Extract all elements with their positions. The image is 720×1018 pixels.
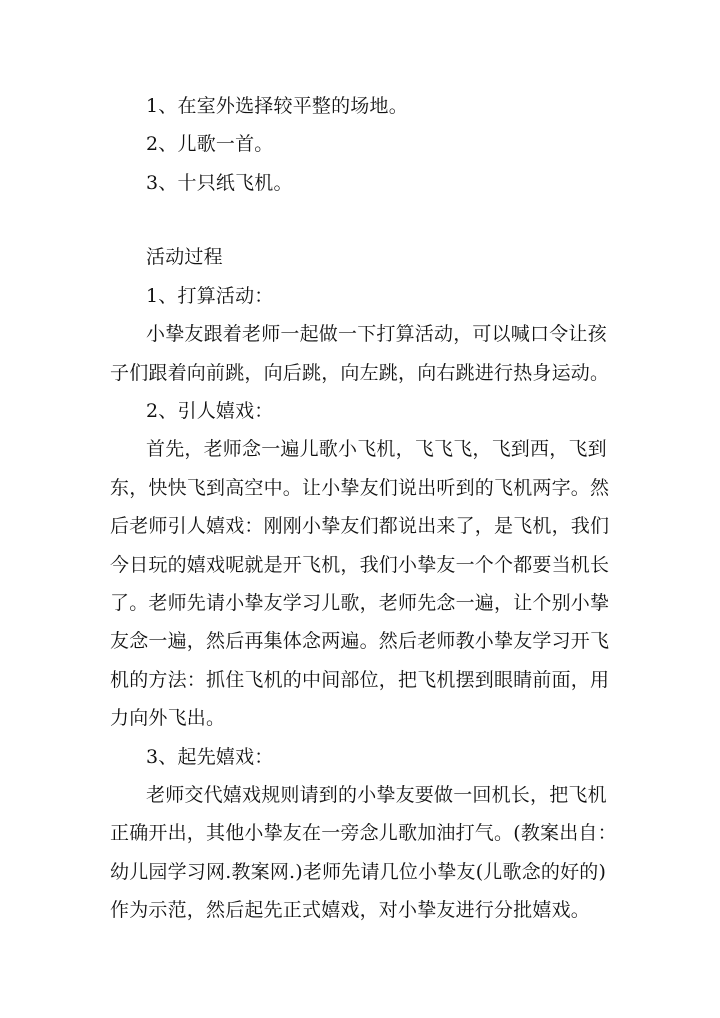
step2-line-4: 今日玩的嬉戏呢就是开飞机，我们小挚友一个个都要当机长: [110, 554, 610, 576]
material-item-3: 3、十只纸飞机。: [146, 172, 293, 194]
step2-line-5: 了。老师先请小挚友学习儿歌，老师先念一遍，让个别小挚: [110, 592, 610, 614]
step2-line-1: 首先，老师念一遍儿歌小飞机，飞飞飞，飞到西，飞到: [146, 438, 607, 460]
step3-line-1: 老师交代嬉戏规则请到的小挚友要做一回机长，把飞机: [146, 784, 607, 806]
step3-title: 3、起先嬉戏：: [146, 746, 274, 768]
step1-title: 1、打算活动：: [146, 285, 274, 307]
step3-line-2: 正确开出，其他小挚友在一旁念儿歌加油打气。(教案出自：: [110, 822, 617, 844]
step2-line-7: 机的方法：抓住飞机的中间部位，把飞机摆到眼睛前面，用: [110, 669, 610, 691]
step1-line-1: 小挚友跟着老师一起做一下打算活动，可以喊口令让孩: [146, 323, 607, 345]
step2-line-6: 友念一遍，然后再集体念两遍。然后老师教小挚友学习开飞: [110, 630, 610, 652]
material-item-1: 1、在室外选择较平整的场地。: [146, 95, 408, 117]
step2-line-3: 后老师引人嬉戏：刚刚小挚友们都说出来了，是飞机，我们: [110, 515, 610, 537]
step2-title: 2、引人嬉戏：: [146, 400, 274, 422]
process-heading: 活动过程: [146, 246, 223, 268]
step1-line-2: 子们跟着向前跳，向后跳，向左跳，向右跳进行热身运动。: [110, 362, 610, 384]
material-item-2: 2、儿歌一首。: [146, 133, 274, 155]
step2-line-8: 力向外飞出。: [110, 707, 226, 729]
step3-line-3: 幼儿园学习网.教案网.)老师先请几位小挚友(儿歌念的好的): [110, 861, 607, 883]
step2-line-2: 东，快快飞到高空中。让小挚友们说出听到的飞机两字。然: [110, 477, 610, 499]
step3-line-4: 作为示范，然后起先正式嬉戏，对小挚友进行分批嬉戏。: [110, 899, 591, 921]
